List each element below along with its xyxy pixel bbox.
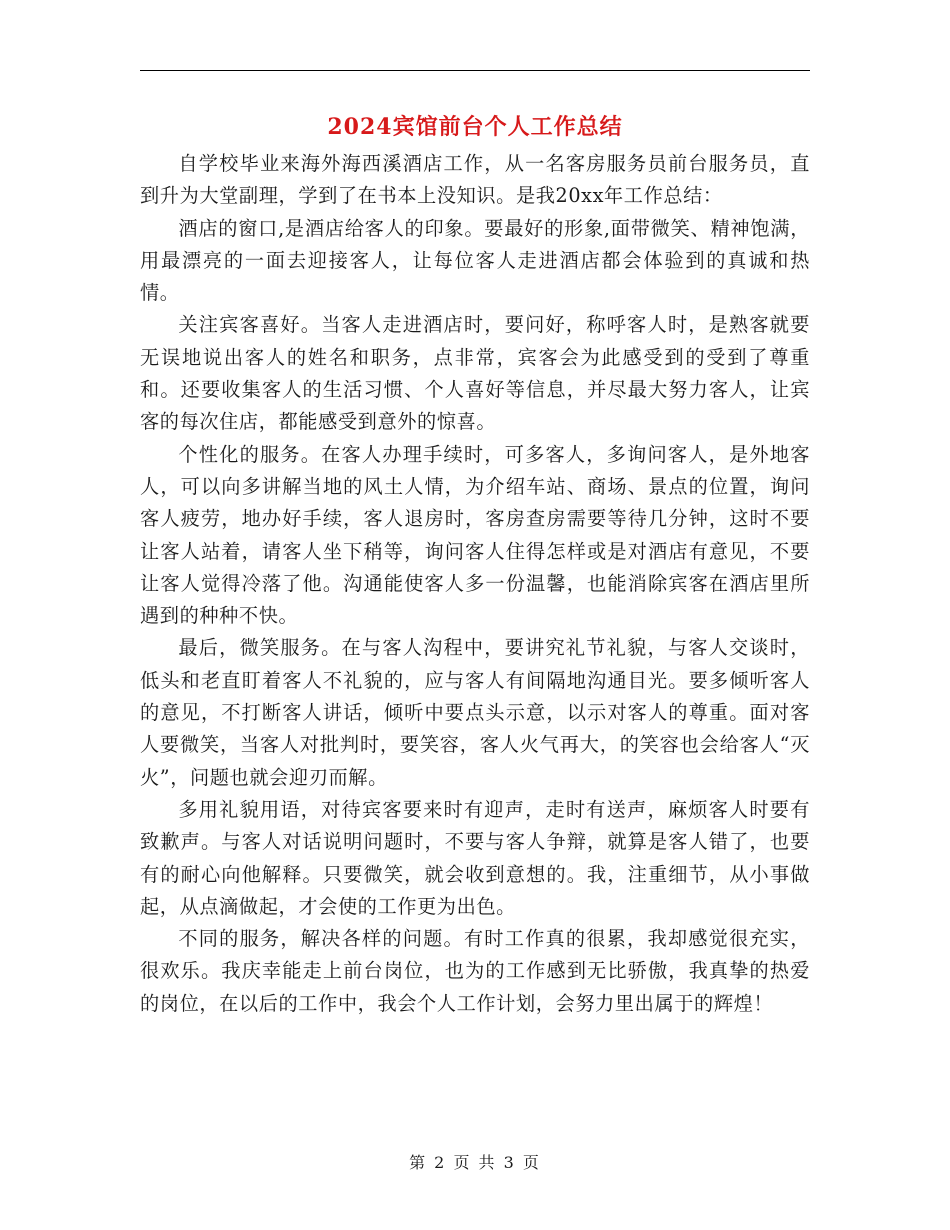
paragraph-smile-service: 最后，微笑服务。在与客人沟程中，要讲究礼节礼貌，与客人交谈时，低头和老直盯着客人不礼貌的，应与客人有间隔地沟通目光。要多倾听客人的意见，不打断客人讲话，倾听中要点头示意，以示对客人的尊重。面对客人要微笑，当客人对批判时，要笑容，客人火气再大，的笑容也会给客人“灭火”，问题也就会迎刃而解。 — [140, 636, 810, 789]
header-rule — [140, 70, 810, 71]
document-title: 2024宾馆前台个人工作总结 — [327, 114, 623, 140]
paragraph-guest-preferences: 关注宾客喜好。当客人走进酒店时，要问好，称呼客人时，是熟客就要无误地说出客人的姓名和职务，点非常，宾客会为此感受到的受到了尊重和。还要收集客人的生活习惯、个人喜好等信息，并尽最大努力客人，让宾客的每次住店，都能感受到意外的惊喜。 — [140, 313, 810, 434]
paragraph-conclusion: 不同的服务，解决各样的问题。有时工作真的很累，我却感觉很充实，很欢乐。我庆幸能走上前台岗位，也为的工作感到无比骄傲，我真挚的热爱的岗位，在以后的工作中，我会个人工作计划，会努力里出属于的辉煌！ — [140, 927, 810, 1015]
page-number-footer: 第 2 页 共 3 页 — [409, 1153, 541, 1172]
paragraph-polite-language: 多用礼貌用语，对待宾客要来时有迎声，走时有送声，麻烦客人时要有致歉声。与客人对话说明问题时，不要与客人争辩，就算是客人错了，也要有的耐心向他解释。只要微笑，就会收到意想的。我，注重细节，从小事做起，从点滴做起，才会使的工作更为出色。 — [140, 797, 810, 918]
paragraph-window: 酒店的窗口,是酒店给客人的印象。要最好的形象,面带微笑、精神饱满，用最漂亮的一面去迎接客人，让每位客人走进酒店都会体验到的真诚和热情。 — [140, 216, 810, 305]
paragraph-intro: 自学校毕业来海外海西溪酒店工作，从一名客房服务员前台服务员，直到升为大堂副理，学到了在书本上没知识。是我20xx年工作总结： — [140, 152, 810, 208]
document-body — [140, 148, 810, 1020]
paragraph-personalized-service: 个性化的服务。在客人办理手续时，可多客人，多询问客人，是外地客人，可以向多讲解当地的风土人情，为介绍车站、商场、景点的位置，询问客人疲劳，地办好手续，客人退房时，客房查房需要等待几分钟，这时不要让客人站着，请客人坐下稍等，询问客人住得怎样或是对酒店有意见，不要让客人觉得冷落了他。沟通能使客人多一份温馨，也能消除宾客在酒店里所遇到的种种不快。 — [140, 442, 810, 628]
